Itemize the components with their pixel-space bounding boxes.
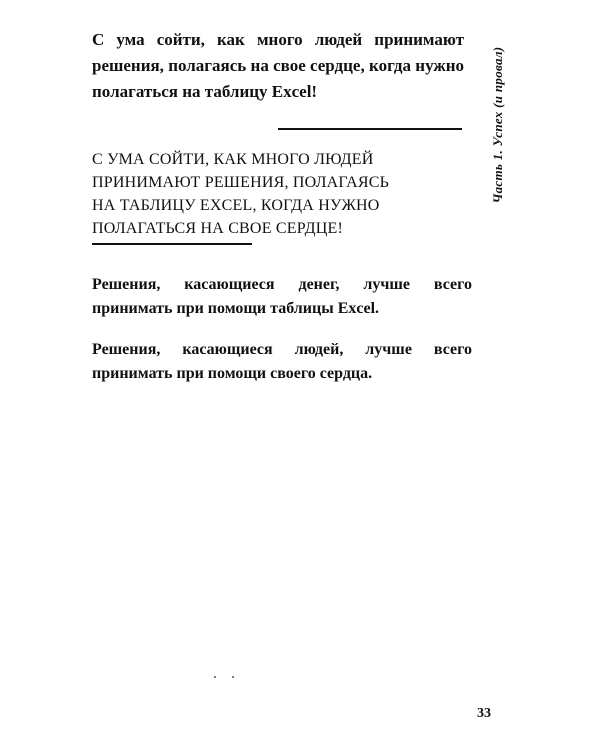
page-number: 33	[477, 706, 491, 721]
pull-quote-line: С УМА СОЙТИ, КАК МНОГО ЛЮДЕЙ	[92, 151, 374, 168]
pull-quote-line: ПОЛАГАТЬСЯ НА СВОЕ СЕРДЦЕ!	[92, 220, 343, 237]
paragraph-intro: С ума сойти, как много людей принимают решения, полагаясь на свое сердце, когда нужно полагаться на таблицу Excel!	[92, 30, 464, 101]
paragraph-people: Решения, касающиеся людей, лучше всего принимать при помощи своего сердца.	[92, 341, 472, 382]
pull-quote	[92, 148, 464, 240]
paragraph-money: Решения, касающиеся денег, лучше всего принимать при помощи таблицы Excel.	[92, 276, 472, 317]
running-head	[488, 30, 508, 220]
pull-quote-line: НА ТАБЛИЦУ EXCEL, КОГДА НУЖНО	[92, 197, 380, 214]
pull-quote-bottom-rule	[92, 243, 252, 245]
pull-quote-top-rule	[278, 128, 462, 130]
running-head-text: Часть 1. Успех (и провал)	[490, 46, 505, 204]
pull-quote-line: ПРИНИМАЮТ РЕШЕНИЯ, ПОЛАГАЯСЬ	[92, 174, 389, 191]
print-specks	[214, 676, 238, 680]
